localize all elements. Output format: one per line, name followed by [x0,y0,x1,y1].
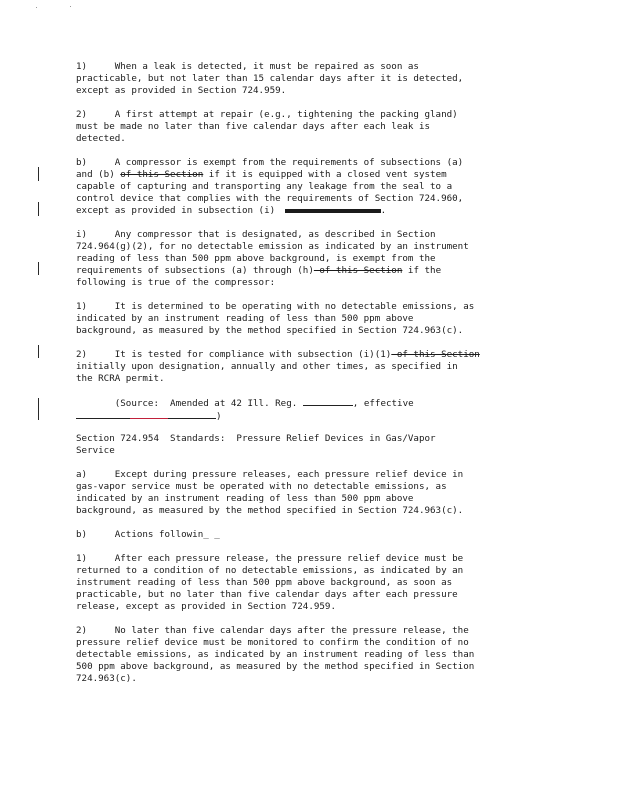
paragraph-i [76,229,544,289]
text-line: b) Actions followin_ _ [76,529,220,540]
paragraph-sa [76,469,544,517]
text-line: i) Any compressor that is designated, as described in Section [76,229,436,240]
scan-speck [36,7,37,8]
text-line: 500 ppm above background, as measured by the method specified in Section [76,661,475,673]
text-line: must be made no later than five calendar days after each leak is [76,121,431,133]
text-line: 2) No later than five calendar days after the pressure release, the [76,625,469,636]
text-line: 724.963(c). [76,673,137,685]
text-fragment: if it is equipped with a closed vent system [203,169,447,181]
text-fragment: and (b) [76,169,121,181]
text-line: gas-vapor service must be operated with no detectable emissions, as [76,481,447,493]
text-line: background, as measured by the method specified in Section 724.963(c). [76,325,464,337]
paragraph-sb1 [76,553,544,613]
source-text: (Source: Amended at 42 Ill. Reg. [76,398,303,409]
text-line: instrument reading of less than 500 ppm above background, as soon as [76,577,453,589]
text-line: practicable, but no later than five calendar days after each pressure [76,589,458,601]
text-line: 2) A first attempt at repair (e.g., tightening the packing gland) [76,109,458,120]
text-line: following is true of the compressor: [76,277,276,289]
effective-label: , effective [352,398,414,409]
paragraph-i1 [76,301,544,337]
text-line: indicated by an instrument reading of less than 500 ppm above [76,313,414,325]
text-line: detected. [76,133,126,145]
text-fragment: requirements of subsections (a) through (h) [76,265,314,277]
source-note [76,397,544,423]
struck-text: of this Section [391,349,480,360]
text-line: pressure relief device must be monitored to confirm the condition of no [76,637,469,649]
paragraph-sb [76,529,544,541]
text-line: 1) When a leak is detected, it must be repaired as soon as [76,61,419,72]
text-line: except as provided in Section 724.959. [76,85,287,97]
paragraph-i2 [76,349,544,385]
heading-line: Section 724.954 Standards: Pressure Relief Devices in Gas/Vapor [76,433,436,444]
text-line: capable of capturing and transporting any leakage from the seal to a [76,181,453,193]
text-line: release, except as provided in Section 724.959. [76,601,336,613]
date-blank-red [130,410,168,419]
text-line: reading of less than 500 ppm above background, is exempt from the [76,253,436,265]
heading-line: Service [76,445,115,457]
paragraph-b: b) A compressor is exempt from the requirements of subsections (a) and (b) of this Section if it is equipped with a closed vent system capable of capturing and transporting any leakage from the seal to a control device that complies with the requirements of Section 724.960, except as provided in subsection (i) . [76,157,464,217]
paragraph-a1 [76,61,544,97]
text-line: a) Except during pressure releases, each pressure relief device in [76,469,464,480]
text-line: detectable emissions, as indicated by an instrument reading of less than [76,649,475,661]
struck-text: of this Section [313,265,403,277]
text-line: 724.964(g)(2), for no detectable emission as indicated by an instrument [76,241,469,253]
text-line: the RCRA permit. [76,373,165,385]
text-line: 1) After each pressure release, the pressure relief device must be [76,553,464,564]
text-line: b) A compressor is exempt from the requirements of subsections (a) [76,157,464,168]
closing-paren: ) [216,411,222,423]
revision-bar [38,167,39,181]
text-fragment: except as provided in subsection (i) [76,205,281,217]
date-blank [76,410,130,419]
date-blank [168,410,216,419]
paragraph-a2 [76,109,544,145]
redaction-mark [285,209,381,213]
scan-speck [70,6,71,7]
text-line: initially upon designation, annually and other times, as specified in [76,361,458,373]
revision-bar [38,262,39,275]
revision-bar [38,202,39,216]
text-fragment: 2) It is tested for compliance with subsection (i)(1) [76,349,392,360]
text-line: 1) It is determined to be operating with no detectable emissions, as [76,301,475,312]
section-heading [76,433,544,457]
revision-bar [38,398,39,420]
text-line: practicable, but not later than 15 calendar days after it is detected, [76,73,464,85]
paragraph-sb2 [76,625,544,685]
reg-page-blank [303,397,353,406]
text-line: control device that complies with the requirements of Section 724.960, [76,193,464,205]
revision-bar [38,345,39,358]
text-line: background, as measured by the method specified in Section 724.963(c). [76,505,464,517]
struck-text: of this Section [120,169,204,181]
text-fragment: if the [402,265,442,277]
text-line: indicated by an instrument reading of less than 500 ppm above [76,493,414,505]
text-line: returned to a condition of no detectable emissions, as indicated by an [76,565,464,577]
